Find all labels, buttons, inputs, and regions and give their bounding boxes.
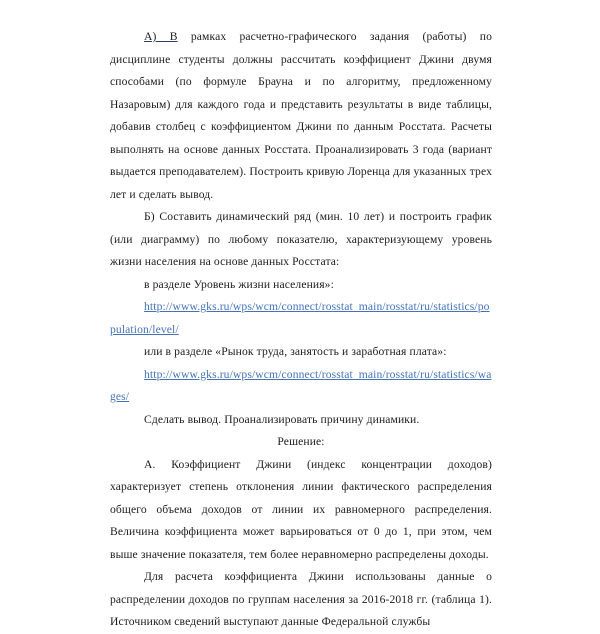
paragraph-solution-data-source: Для расчета коэффициента Джини использованы данные о распределении доходов по группам населения за 2016-2018 гг. (таблица 1). Источником сведений выступают данные Федеральной службы bbox=[110, 570, 492, 628]
document-text-body bbox=[110, 26, 492, 634]
paragraph-link-population-level bbox=[110, 296, 492, 341]
paragraph-section-labor-market: или в разделе «Рынок труда, занятость и заработная плата»: bbox=[144, 345, 447, 358]
paragraph-task-a-text: рамках расчетно-графического задания (работы) по дисциплине студенты должны рассчитать коэффициент Джини двумя способами (по формуле Брауна и по алгоритму, предложенному Назаровым) для каждого года и представить результаты в виде таблицы, добавив столбец с коэффициентом Джини по данным Росстата. Расчеты выполнять на основе данных Росстата. Проанализировать 3 года (вариант выдается преподавателем). Построить кривую Лоренца для указанных трех лет и сделать вывод. bbox=[110, 30, 492, 201]
paragraph-conclusion-instruction: Сделать вывод. Проанализировать причину динамики. bbox=[144, 412, 420, 426]
link-population-level[interactable]: http://www.gks.ru/wps/wcm/connect/rosstat_main/rosstat/ru/statistics/population/level/ bbox=[110, 300, 490, 336]
paragraph-solution-a: А. Коэффициент Джини (индекс концентрации доходов) характеризует степень отклонения линии фактического распределения общего объема доходов от линии их равномерного распределения. Величина коэффициента может варьироваться от 0 до 1, при этом, чем выше значение показателя, тем более неравномерно распределены доходы. bbox=[110, 457, 492, 561]
paragraph-section-living-standards: в разделе Уровень жизни населения»: bbox=[144, 277, 334, 291]
paragraph-task-b: Б) Составить динамический ряд (мин. 10 лет) и построить график (или диаграмму) по любому показателю, характеризующему уровень жизни населения на основе данных Росстата: bbox=[110, 210, 492, 268]
paragraph-link-wages bbox=[110, 364, 492, 409]
underlined-lead-text: А) В bbox=[144, 30, 178, 43]
link-wages[interactable]: http://www.gks.ru/wps/wcm/connect/rosstat_main/rosstat/ru/statistics/wages/ bbox=[110, 367, 492, 403]
heading-solution: Решение: bbox=[277, 435, 325, 448]
paragraph-task-a bbox=[110, 26, 492, 206]
